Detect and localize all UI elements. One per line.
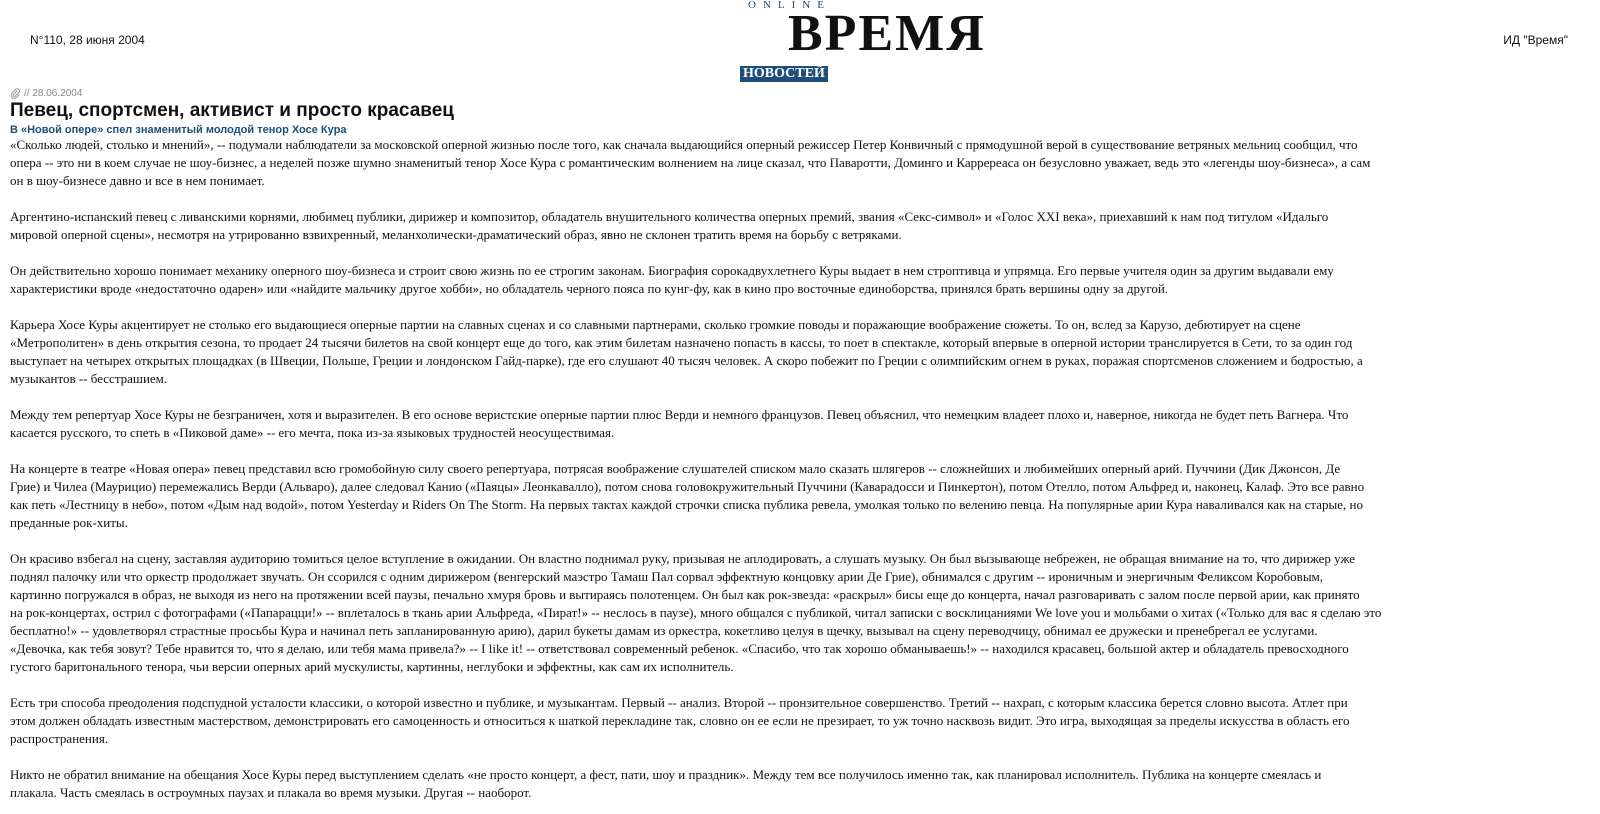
paragraph-line: мировой оперной сцены», несмотря на утрированно взвихренный, меланхолически-драматический образ, явно не склонен тратить время на борьбу с ветряками.: [10, 227, 902, 242]
paragraph-line: На концерте в театре «Новая опера» певец представил всю громобойную силу своего репертуара, потрясая воображение слушателей списком мало сказать шлягеров -- сложнейших и любимейших оперный арий. Пуччини (Дик Джонсон, Де: [10, 461, 1341, 476]
site-logo[interactable]: [740, 0, 1030, 84]
paragraph-line: Между тем репертуар Хосе Куры не безграничен, хотя и выразителен. В его основе веристские оперные партии плюс Верди и немного французов. Певец объяснил, что немецким владеет плохо и, наверное, никогда не будет петь Вагнера. Что: [10, 407, 1349, 422]
issue-number-date: N°110, 28 июня 2004: [30, 33, 145, 47]
article-paragraph: [10, 208, 1600, 244]
paragraph-line: как петь «Лестницу в небо», потом «Дым над водой», потом Yesterday и Riders On The Storm. На первых тактах каждой строчки списка публика ревела, умолкая только по велению певца. На популярные арии Кура наваливался как на старые, но: [10, 497, 1363, 512]
masthead: [0, 0, 1600, 84]
article-paragraph: [10, 550, 1600, 676]
paragraph-line: густого баритонального тенора, чьи версии оперных арий мускулисты, картинны, неглубоки и эффектны, как сам их исполнитель.: [10, 659, 734, 674]
paragraph-line: выступает на четырех открытых площадках (в Швеции, Польше, Греции и лондонском Гайд-парке), где его слушают 40 тысяч человек. А скоро побежит по Греции с олимпийским огнем в руках, поражая спортсменов сложением и бодростью, а: [10, 353, 1363, 368]
article-meta: [10, 88, 82, 99]
article-paragraph: [10, 766, 1600, 802]
article-paragraph: [10, 694, 1600, 748]
paragraph-line: Он действительно хорошо понимает механику оперного шоу-бизнеса и строит свою жизнь по ее строгим законам. Биография сорокадвухлетнего Куры выдает в нем строптивца и упрямца. Его первые учителя один за другим выдавали ему: [10, 263, 1334, 278]
article-paragraph: [10, 460, 1600, 532]
article-paragraph: [10, 406, 1600, 442]
logo-title: ВРЕМЯ: [788, 5, 986, 62]
paragraph-line: этом должен обладать известным мастерством, демонстрировать его самоценность и относиться к шаткой перекладине так, словно он ее если не презирает, то уж точно насквозь видит. Это игра, выходящая за пределы искусства в область его: [10, 713, 1350, 728]
article-paragraph: [10, 316, 1600, 388]
paragraph-line: Аргентино-испанский певец с ливанскими корнями, любимец публики, дирижер и композитор, обладатель внушительного количества оперных премий, звания «Секс-символ» и «Голос XXI века», приехавший к нам под титулом «Идальго: [10, 209, 1329, 224]
paragraph-line: музыкантов -- бесстрашием.: [10, 371, 168, 386]
paragraph-line: Грие) и Чилеа (Маурицио) перемежались Верди (Альваро), далее следовал Канио («Паяцы» Леонкавалло), потом снова головокружительный Пуччини (Каварадосси и Пинкертон), потом Отелло, потом Альфред и, наконец, Калаф. Это все равно: [10, 479, 1365, 494]
paragraph-line: на рок-концертах, острил с фотографами («Папарацци!» -- вплеталось в ткань арии Альфреда, «Пират!» -- неслось в паузе), много общался с публикой, читал записки с восклицаниями We love you и мольбами о хитах («Только для вас я сделаю это: [10, 605, 1382, 620]
article-date: // 28.06.2004: [24, 88, 83, 99]
paragraph-line: он в шоу-бизнесе давно и все в нем понимает.: [10, 173, 265, 188]
paragraph-line: «Сколько людей, столько и мнений», -- подумали наблюдатели за московской оперной жизнью после того, как сначала выдающийся оперный режиссер Петер Конвичный с прямодушной верой в существование ветряных мельниц сообщил, что: [10, 137, 1358, 152]
article-paragraph: [10, 262, 1600, 298]
paperclip-icon[interactable]: [10, 88, 21, 99]
paragraph-line: плакала. Часть смеялась в остроумных паузах и плакала во время музыки. Другая -- наоборот.: [10, 785, 532, 800]
paragraph-line: картинно погружался в образ, не выходя из него на протяжении всей паузы, печально хмуря бровь и вытираясь полотенцем. Он был как рок-звезда: «раскрыл» бисы еще до концерта, начал разговаривать с залом после первой арии, как принято: [10, 587, 1360, 602]
paragraph-line: «Девочка, как тебя зовут? Тебе нравится то, что я делаю, или тебя мама привела?» -- I like it! -- ответствовал современный ребенок. «Спасибо, что так хорошо обманываешь!» -- находился красавец, большой актер и обладатель превосходного: [10, 641, 1349, 656]
paragraph-line: Никто не обратил внимание на обещания Хосе Куры перед выступлением сделать «не просто концерт, а фест, пати, шоу и праздник». Между тем все получилось именно так, как планировал исполнитель. Публика на концерте смеялась и: [10, 767, 1322, 782]
publisher-name: ИД "Время": [1503, 33, 1568, 47]
article-paragraph: [10, 136, 1600, 190]
paragraph-line: характеристики вроде «недостаточно одарен» или «найдите мальчику другое хобби», но обладатель черного пояса по кунг-фу, как в кино про восточные единоборства, принялся брать вершины одну за другой.: [10, 281, 1169, 296]
article-lead: В «Новой опере» спел знаменитый молодой тенор Хосе Кура: [10, 124, 347, 136]
paragraph-line: касается русского, то спеть в «Пиковой даме» -- его мечта, пока из-за языковых трудностей неосуществимая.: [10, 425, 615, 440]
paragraph-line: Карьера Хосе Куры акцентирует не столько его выдающиеся оперные партии на славных сценах и со славными партнерами, сколько громкие поводы и поражающие воображение сюжеты. То он, вслед за Карузо, дебютирует на сцене: [10, 317, 1301, 332]
paragraph-line: «Метрополитен» в день открытия сезона, то продает 24 тысячи билетов на свой концерт еще до того, как этим билетам назначено попасть в кассы, то поет в спектакле, который впервые в оперной истории транслируется в Сети, то за один год: [10, 335, 1353, 350]
paragraph-line: опера -- это ни в коем случае не шоу-бизнес, а неделей позже шумно знаменитый тенор Хосе Кура с романтическим волнением на лице сказал, что Паваротти, Доминго и Карререаса он безусловно уважает, ведь это «легенды шоу-бизнеса», а сам: [10, 155, 1371, 170]
logo-subtitle: НОВОСТЕЙ: [740, 66, 828, 82]
paragraph-line: поднял палочку или что оркестр продолжает звучать. Он ссорился с одним дирижером (венгерский маэстро Тамаш Пал сорвал эффектную концовку арии Де Грие), обнимался с другим -- ироничным и энергичным Феликсом Коробовым,: [10, 569, 1324, 584]
article-title: Певец, спортсмен, активист и просто красавец: [10, 100, 454, 121]
paragraph-line: Он красиво взбегал на сцену, заставляя аудиторию томиться целое вступление в ожидании. Он властно поднимал руку, призывая не аплодировать, а слушать музыку. Он был вызывающе небрежен, не обращая внимание на то, что дирижер уже: [10, 551, 1356, 566]
logo-online-text: ONLINE: [748, 0, 831, 11]
paragraph-line: Есть три способа преодоления подспудной усталости классики, о которой известно и публике, и музыкантам. Первый -- анализ. Второй -- пронзительное совершенство. Третий -- нахрап, с которым классика берется словно высота. Атлет при: [10, 695, 1348, 710]
paragraph-line: распространения.: [10, 731, 109, 746]
article-body: [10, 136, 1600, 814]
paragraph-line: бесплатно!» -- удовлетворял страстные просьбы Кура и начинал петь запланированную арию), дарил букеты дамам из оркестра, кокетливо целуя в щечку, вызывал на сцену переводчицу, обнимал ее дружески и пренебрегал ее услугами.: [10, 623, 1318, 638]
paragraph-line: преданные рок-хиты.: [10, 515, 128, 530]
